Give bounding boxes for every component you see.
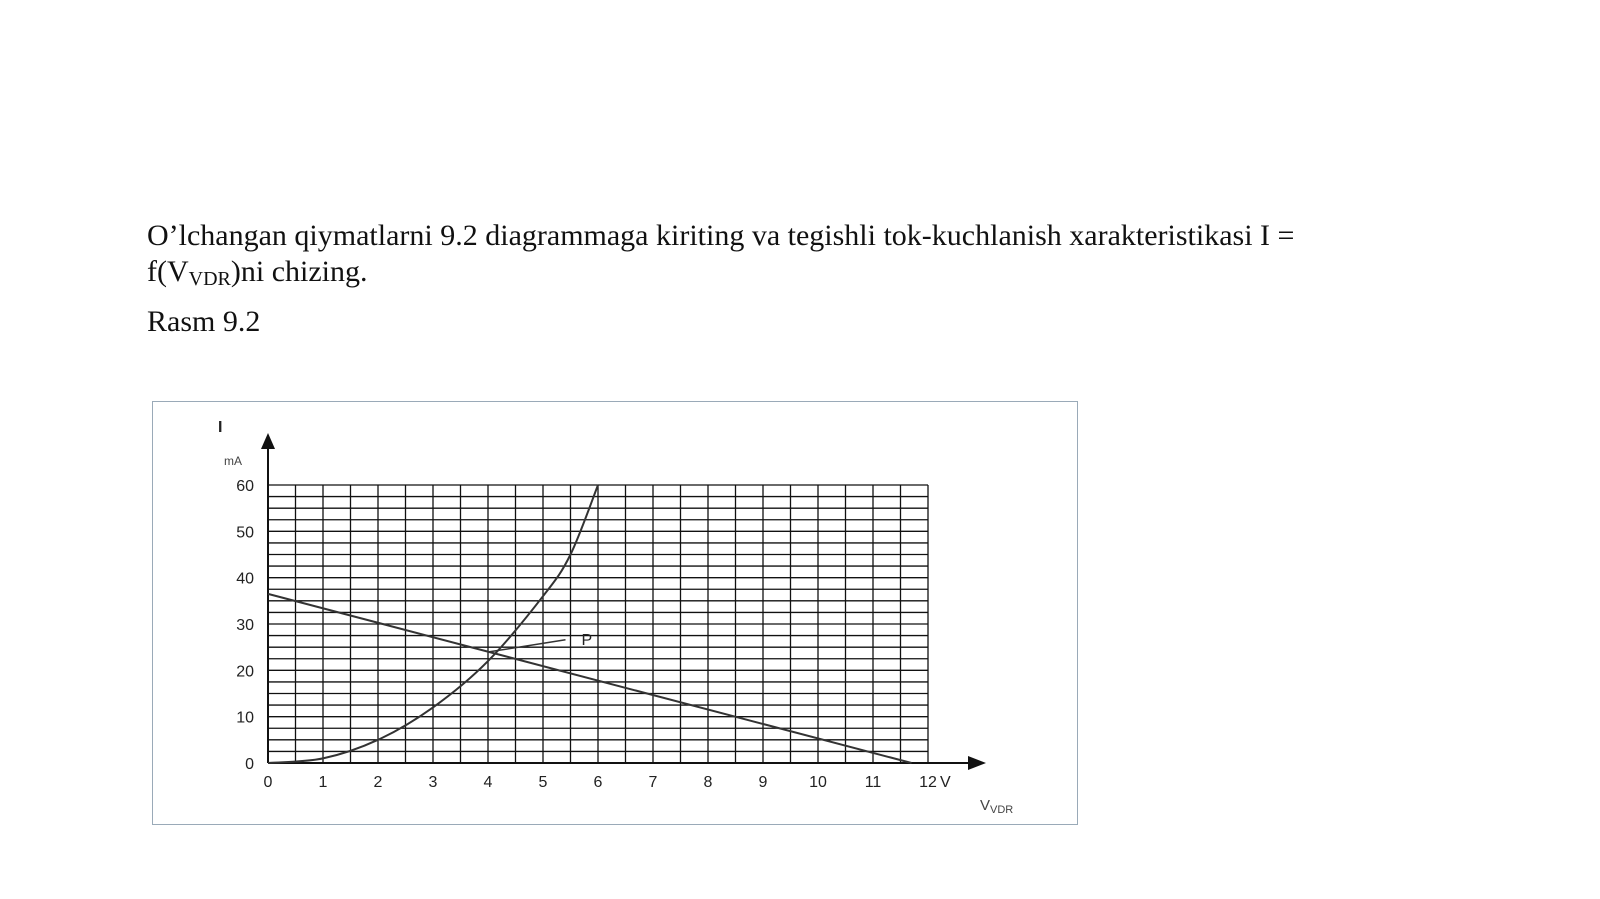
load-line <box>268 594 912 763</box>
x-axis-unit: V <box>940 774 951 791</box>
instruction-paragraph <box>147 218 1600 297</box>
x-tick-label: 9 <box>758 774 768 791</box>
formula-prefix: f(V <box>147 255 189 288</box>
instruction-line-1: O’lchangan qiymatlarni 9.2 diagrammaga kiriting va tegishli tok-kuchlanish xarakteristikasi I = <box>147 219 1295 252</box>
y-tick-label: 30 <box>236 617 254 634</box>
x-tick-label: 11 <box>864 774 882 791</box>
formula-suffix: )ni chizing. <box>230 255 368 288</box>
x-tick-label: 10 <box>809 774 827 791</box>
annotation-label: P <box>581 631 593 649</box>
x-tick-label: 2 <box>373 774 383 791</box>
x-tick-label: 1 <box>318 774 328 791</box>
y-axis-label: I <box>218 419 223 436</box>
y-tick-label: 10 <box>236 709 254 727</box>
x-axis-label-subscript: VDR <box>990 804 1014 816</box>
y-tick-label: 60 <box>236 478 254 495</box>
annotation-leader-line <box>490 640 566 652</box>
chart-frame <box>152 401 1078 825</box>
x-axis-label: $V_{VDR}$ <box>980 797 1014 816</box>
x-tick-label: 3 <box>428 774 438 791</box>
x-tick-label: 0 <box>263 774 273 791</box>
grid <box>268 485 928 763</box>
figure-caption: Rasm 9.2 <box>147 305 261 338</box>
instruction-line-2 <box>147 254 1600 297</box>
x-axis-arrow <box>968 756 986 770</box>
x-tick-label: 8 <box>703 774 713 791</box>
x-tick-label: 4 <box>483 774 493 791</box>
x-tick-label: 6 <box>593 774 603 791</box>
iv-chart <box>153 402 1076 823</box>
y-tick-label: 40 <box>236 570 254 588</box>
axes <box>261 433 986 770</box>
x-tick-label: 12 <box>919 774 937 791</box>
x-tick-label: 7 <box>648 774 658 791</box>
x-tick-label: 5 <box>538 774 548 791</box>
y-axis-unit: mA <box>224 454 242 468</box>
y-tick-label: 50 <box>236 524 254 542</box>
y-axis-arrow <box>261 433 275 449</box>
formula-subscript: VDR <box>188 268 231 290</box>
labels <box>218 419 1013 816</box>
y-tick-label: 0 <box>245 756 254 773</box>
y-tick-label: 20 <box>236 663 254 681</box>
